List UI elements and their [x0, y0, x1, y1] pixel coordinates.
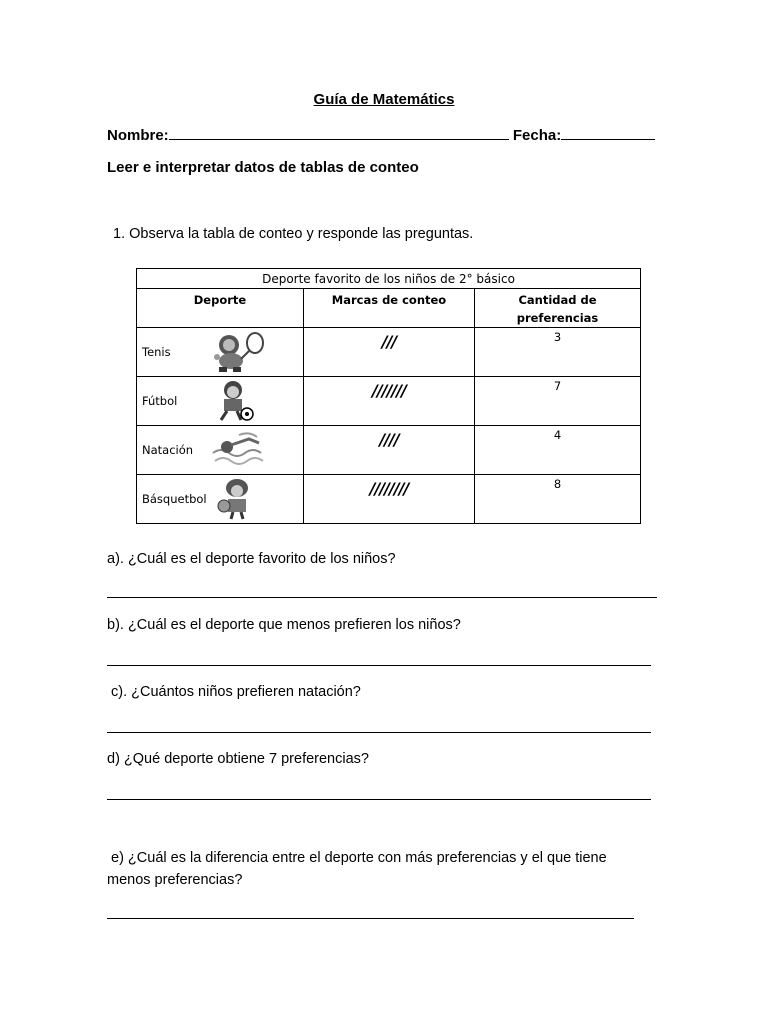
table-row [137, 475, 641, 524]
header-count-line2: preferencias [516, 311, 599, 325]
header-count [475, 289, 641, 328]
sport-name: Básquetbol [142, 492, 207, 506]
tally-table [136, 268, 641, 524]
count-value: 8 [475, 475, 641, 524]
table-row [137, 377, 641, 426]
count-value: 3 [475, 328, 641, 377]
tally-marks: /////// [304, 377, 475, 426]
basketball-kid-icon [209, 478, 269, 520]
answer-line-e[interactable] [107, 918, 634, 919]
sport-name: Fútbol [142, 394, 178, 408]
header-marks: Marcas de conteo [304, 289, 475, 328]
question-e-line1: e) ¿Cuál es la diferencia entre el deporte con más preferencias y el que tiene [111, 850, 607, 866]
answer-line-b[interactable] [107, 665, 651, 666]
fecha-label: Fecha: [512, 127, 562, 144]
date-field[interactable] [561, 125, 655, 140]
tally-marks: //// [304, 426, 475, 475]
question-e-line2: menos preferencias? [107, 872, 243, 888]
page-title: Guía de Matemátics [313, 91, 455, 108]
question-c: c). ¿Cuántos niños prefieren natación? [111, 684, 361, 700]
question-a: a). ¿Cuál es el deporte favorito de los niños? [107, 551, 396, 567]
soccer-kid-icon [209, 380, 269, 422]
table-row [137, 426, 641, 475]
instruction-text: 1. Observa la tabla de conteo y responde las preguntas. [113, 226, 474, 242]
swimmer-icon [209, 429, 269, 471]
name-field[interactable] [169, 125, 509, 140]
table-row [137, 328, 641, 377]
answer-line-c[interactable] [107, 732, 651, 733]
answer-line-a[interactable] [107, 597, 657, 598]
name-date-line [107, 125, 655, 144]
table-caption: Deporte favorito de los niños de 2° básico [137, 269, 641, 289]
count-value: 4 [475, 426, 641, 475]
answer-line-d[interactable] [107, 799, 651, 800]
count-value: 7 [475, 377, 641, 426]
nombre-label: Nombre: [107, 127, 169, 144]
tally-marks: /// [304, 328, 475, 377]
tally-marks: //////// [304, 475, 475, 524]
tennis-kid-icon [209, 331, 269, 373]
header-sport: Deporte [137, 289, 304, 328]
sport-name: Natación [142, 443, 194, 457]
question-b: b). ¿Cuál es el deporte que menos prefieren los niños? [107, 617, 461, 633]
worksheet-subtitle: Leer e interpretar datos de tablas de conteo [107, 159, 419, 176]
sport-name: Tenis [142, 345, 171, 359]
question-d: d) ¿Qué deporte obtiene 7 preferencias? [107, 751, 369, 767]
header-count-line1: Cantidad de [518, 293, 597, 307]
